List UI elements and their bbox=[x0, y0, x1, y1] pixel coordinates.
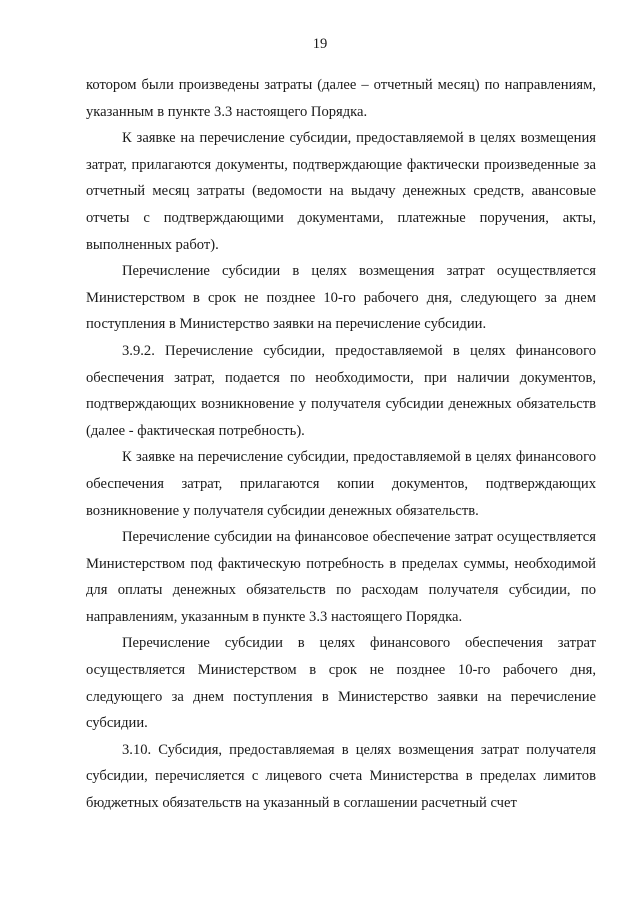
paragraph-attached-documents-financing: К заявке на перечисление субсидии, предоставляемой в целях финансового обеспечения затрат, прилагаются копии документов, подтверждающих возникновение у получателя субсидии денежных обязательств. bbox=[86, 449, 596, 519]
paragraph-continuation: котором были произведены затраты (далее – отчетный месяц) по направлениям, указанным в пункте 3.3 настоящего Порядка. bbox=[86, 77, 596, 120]
paragraph-3-10: 3.10. Субсидия, предоставляемая в целях возмещения затрат получателя субсидии, перечисляется с лицевого счета Министерства в пределах лимитов бюджетных обязательств на указанный в соглашении расчетный счет bbox=[86, 741, 596, 812]
document-body bbox=[86, 72, 596, 817]
page-number: 19 bbox=[312, 36, 328, 52]
paragraph-transfer-financing: Перечисление субсидии на финансовое обеспечение затрат осуществляется Министерством под фактическую потребность в пределах суммы, необходимой для оплаты денежных обязательств по расходам получателя субсидии, по направлениям, указанным в пункте 3.3 настоящего Порядка. bbox=[86, 529, 596, 625]
paragraph-transfer-deadline-reimbursement: Перечисление субсидии в целях возмещения затрат осуществляется Министерством в срок не позднее 10-го рабочего дня, следующего за днем поступления в Министерство заявки на перечисление субсидии. bbox=[86, 263, 596, 333]
paragraph-attached-documents-reimbursement: К заявке на перечисление субсидии, предоставляемой в целях возмещения затрат, прилагаются документы, подтверждающие фактически произведенные за отчетный месяц затраты (ведомости на выдачу денежных средств, авансовые отчеты с подтверждающими документами, платежные поручения, акты, выполненных работ). bbox=[86, 130, 596, 253]
paragraph-3-9-2: 3.9.2. Перечисление субсидии, предоставляемой в целях финансового обеспечения затрат, подается по необходимости, при наличии документов, подтверждающих возникновение у получателя субсидии денежных обязательств (далее - фактическая потребность). bbox=[86, 342, 596, 439]
paragraph-transfer-deadline-financing: Перечисление субсидии в целях финансового обеспечения затрат осуществляется Министерством в срок не позднее 10-го рабочего дня, следующего за днем поступления в Министерство заявки на перечисление субсидии. bbox=[86, 635, 596, 732]
